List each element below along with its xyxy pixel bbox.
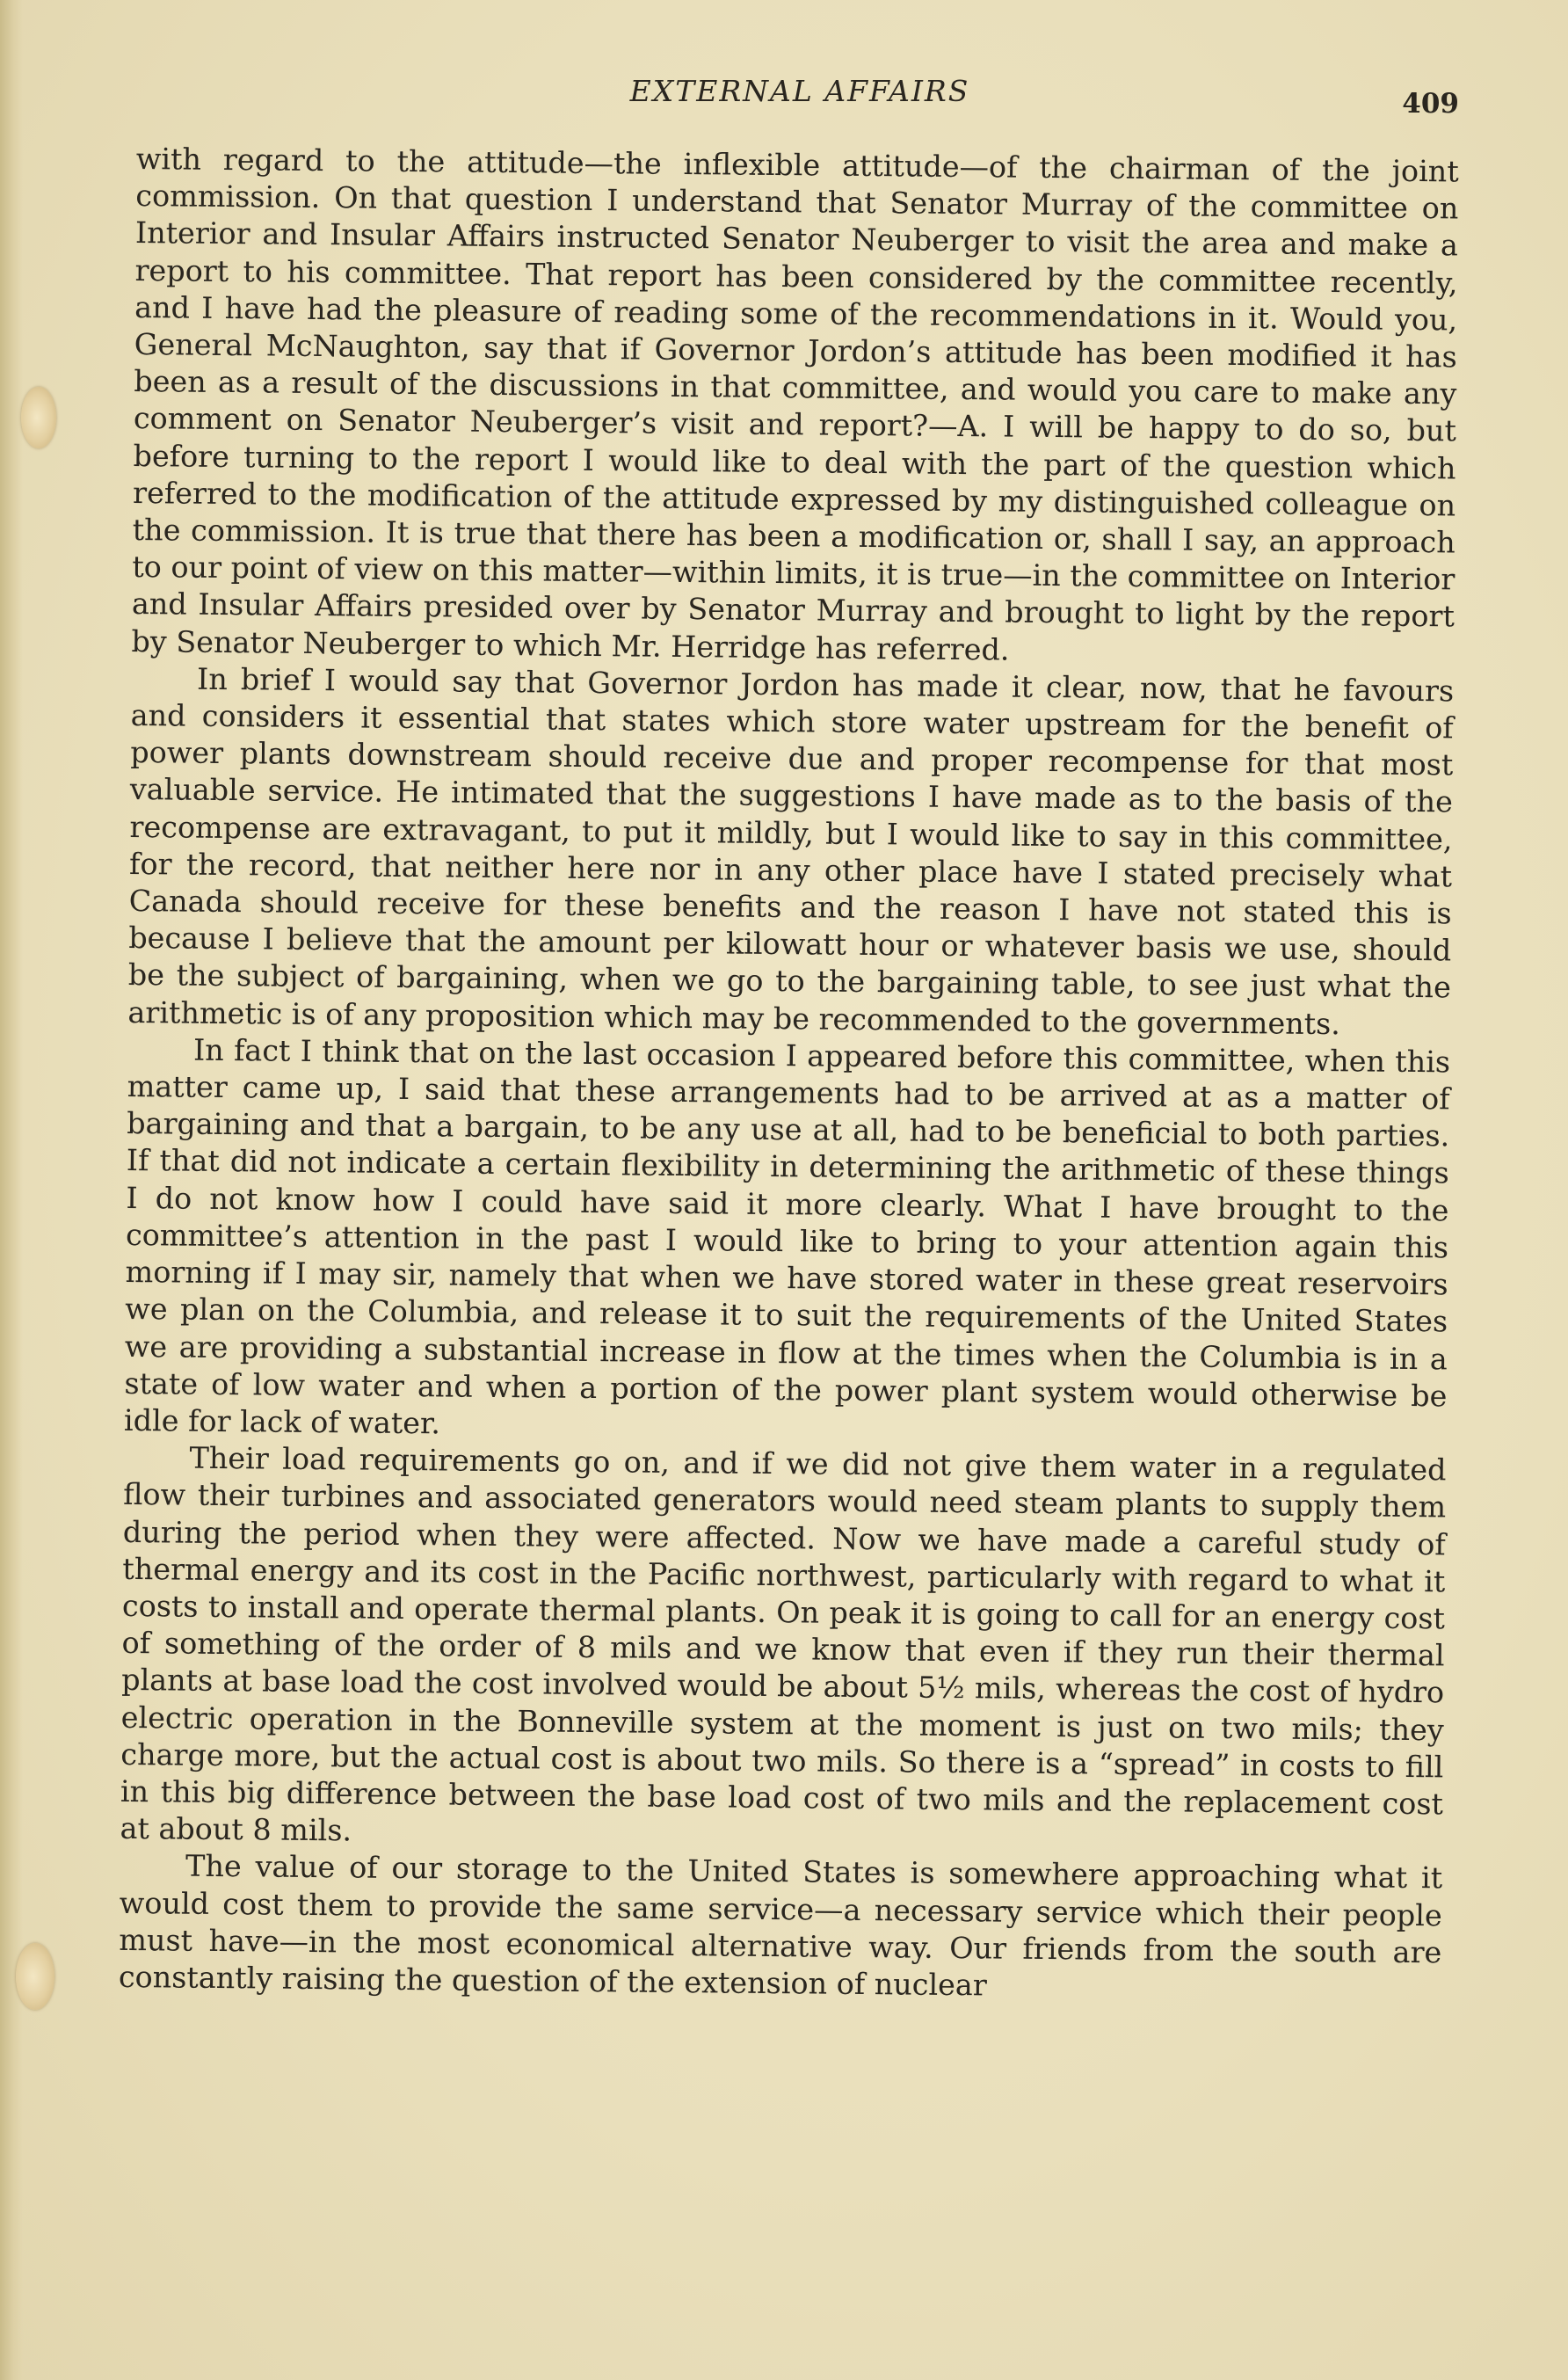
body-text xyxy=(119,141,1459,2009)
paragraph: Their load requirements go on, and if we did not give them water in a regulated flow their turbines and associated generators would need steam plants to supply them during the period when they were affected. Now we have made a careful study of thermal energy and its cost in the Pacific northwest, particularly with regard to what it costs to install and operate thermal plants. On peak it is going to call for an energy cost of something of the order of 8 mils and we know that even if they run their thermal plants at base load the cost involved would be about 5½ mils, whereas the cost of hydro electric operation in the Bonneville system at the moment is just on two mils; they charge more, but the actual cost is about two mils. So there is a “spread” in costs to fill in this big difference between the base load cost of two mils and the replacement cost at about 8 mils. xyxy=(120,1440,1447,1848)
page-number: 409 xyxy=(1402,88,1459,120)
binding-hole xyxy=(16,1943,54,2010)
paragraph: In fact I think that on the last occasion I appeared before this committee, when this matter came up, I said that these arrangements had to be arrived at as a matter of bargaining and that a bargain, to be any use at all, had to be beneficial to both parties. If that did not indicate a certain flexibility in determining the arithmetic of these things I do not know how I could have said it more clearly. What I have brought to the committee’s attention in the past I would like to bring to your attention again this morning if I may sir, namely that when we have stored water in these great reservoirs we plan on the Columbia, and release it to suit the requirements of the United States we are providing a substantial increase in flow at the times when the Columbia is in a state of low water and when a portion of the power plant system would otherwise be idle for lack of water. xyxy=(123,1032,1451,1441)
binding-hole xyxy=(21,387,56,448)
running-header xyxy=(141,74,1459,127)
paragraph: with regard to the attitude—the inflexible attitude—of the chairman of the joint commission. On that question I understand that Senator Murray of the committee on Interior and Insular Affairs instructed Senator Neuberger to visit the area and make a report to his committee. That report has been considered by the committee recently, and I have had the pleasure of reading some of the recommendations in it. Would you, General McNaughton, say that if Governor Jordon’s attitude has been modified it has been as a result of the discussions in that committee, and would you care to make any comment on Senator Neuberger’s visit and report?—A. I will be happy to do so, but before turning to the report I would like to deal with the part of the question which referred to the modification of the attitude expressed by my distinguished colleague on the commission. It is true that there has been a modification or, shall I say, an approach to our point of view on this matter—within limits, it is true—in the committee on Interior and Insular Affairs presided over by Senator Murray and brought to light by the report by Senator Neuberger to which Mr. Herridge has referred. xyxy=(131,141,1459,667)
running-title: EXTERNAL AFFAIRS xyxy=(629,74,970,108)
binding-gutter xyxy=(0,0,23,2380)
paragraph: In brief I would say that Governor Jordon has made it clear, now, that he favours and considers it essential that states which store water upstream for the benefit of power plants downstream should receive due and proper recompense for that most valuable service. He intimated that the suggestions I have made as to the basis of the recompense are extravagant, to put it mildly, but I would like to say in this committee, for the record, that neither here nor in any other place have I stated precisely what Canada should receive for these benefits and the reason I have not stated this is because I believe that the amount per kilowatt hour or whatever basis we use, should be the subject of bargaining, when we go to the bargaining table, to see just what the arithmetic is of any proposition which may be recommended to the governments. xyxy=(127,661,1455,1041)
paragraph: The value of our storage to the United States is somewhere approaching what it would cost them to provide the same service—a necessary service which their people must have—in the most economical alternative way. Our friends from the south are constantly raising the question of the extension of nuclear xyxy=(118,1848,1443,2003)
